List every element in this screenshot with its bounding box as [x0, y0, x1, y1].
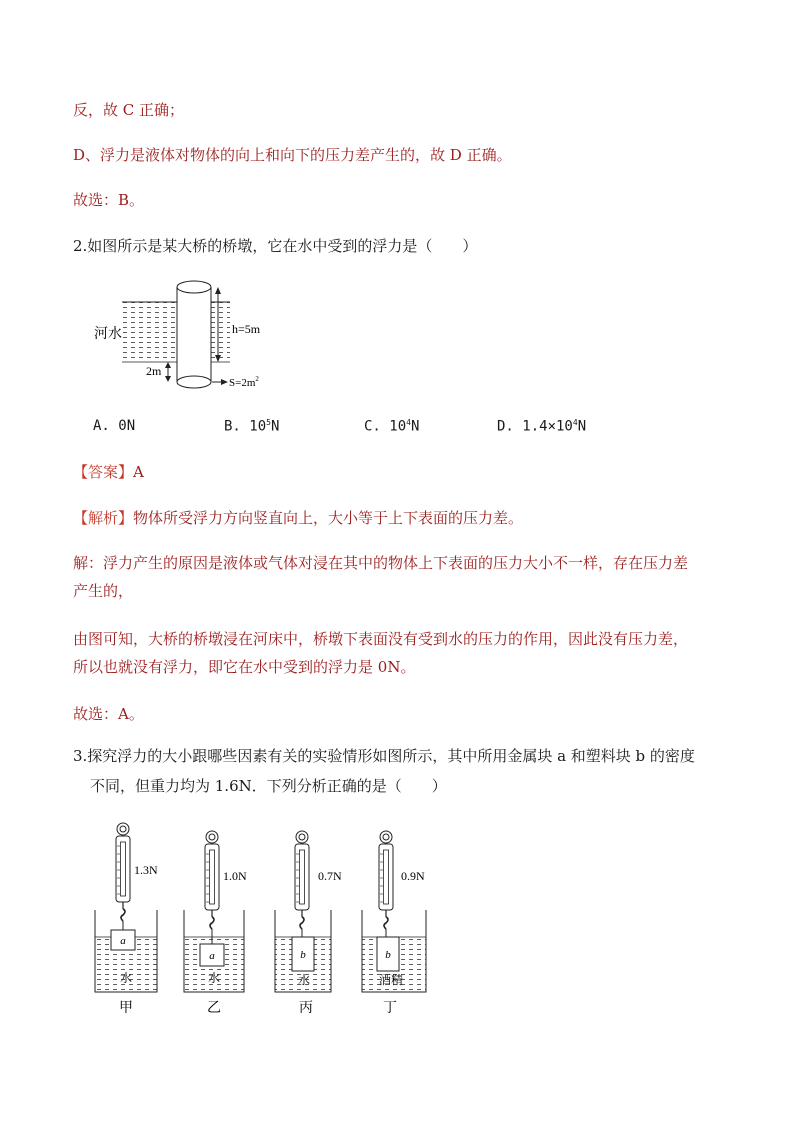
question-3-stem-line2: 不同，但重力均为 1.6N．下列分析正确的是（ ）: [90, 777, 447, 795]
prev-solution-choice: 故选：B。: [73, 191, 145, 209]
solution-choice: 故选：A。: [73, 705, 144, 723]
reading-ding: 0.9N: [401, 869, 425, 883]
analysis-text: 物体所受浮力方向竖直向上，大小等于上下表面的压力差。: [133, 509, 524, 527]
caption-bing: 丙: [299, 1001, 313, 1016]
buoyancy-experiment-figure: [80, 822, 450, 1022]
option-b: B. $10^5N$: [224, 418, 280, 435]
reading-bing: 0.7N: [318, 869, 342, 883]
solution-line-2a: 由图可知，大桥的桥墩浸在河床中，桥墩下表面没有受到水的压力的作用，因此没有压力差，: [73, 630, 689, 648]
setup-yi: [184, 831, 247, 1016]
setup-bing: [275, 831, 342, 1016]
river-water: [122, 302, 230, 362]
answer-tag: 【答案】: [73, 463, 134, 481]
answer-line: [73, 462, 144, 482]
svg-text:b: b: [300, 949, 306, 961]
solution-line-1b: 产生的，: [73, 582, 134, 600]
liquid-ding: 酒精: [378, 973, 404, 987]
svg-text:a: a: [209, 950, 215, 962]
pier-bottom: [177, 376, 211, 388]
question-3-stem-line1: 3.探究浮力的大小跟哪些因素有关的实验情形如图所示，其中所用金属块 a 和塑料块 b 的密度: [73, 747, 695, 765]
solution-line-1a: 解：浮力产生的原因是液体或气体对浸在其中的物体上下表面的压力大小不一样，存在压力差: [73, 554, 689, 572]
depth-label: 2m: [146, 364, 162, 378]
prev-solution-line: 反，故 C 正确；: [73, 101, 185, 119]
river-label: 河水: [94, 327, 122, 342]
analysis-tag: 【解析】: [73, 509, 134, 527]
reading-jia: 1.3N: [134, 863, 158, 877]
setup-jia: [95, 823, 158, 1016]
answer-value: A: [133, 463, 144, 481]
bridge-pier-figure: [90, 275, 290, 400]
caption-jia: 甲: [119, 1001, 133, 1016]
svg-text:b: b: [385, 949, 391, 961]
liquid-jia: 水: [119, 971, 133, 985]
svg-text:a: a: [120, 935, 126, 947]
h-label: h=5m: [232, 322, 261, 336]
setup-ding: [362, 831, 426, 1016]
reading-yi: 1.0N: [223, 869, 247, 883]
option-d: D. $1.4\times 10^4N$: [497, 418, 587, 435]
solution-line-2b: 所以也就没有浮力，即它在水中受到的浮力是 0N。: [73, 658, 416, 676]
question-2-stem: 2.如图所示是某大桥的桥墩，它在水中受到的浮力是（ ）: [73, 237, 478, 255]
pier-top: [177, 281, 211, 293]
option-a: A. 0N: [93, 418, 136, 434]
analysis-line: [73, 508, 523, 528]
option-c: C. $10^4N$: [364, 418, 420, 435]
prev-solution-option-d: D、浮力是液体对物体的向上和向下的压力差产生的，故 D 正确。: [73, 146, 512, 164]
caption-ding: 丁: [383, 1001, 397, 1016]
liquid-yi: 水: [207, 971, 221, 985]
area-label: $S=2m^2$: [229, 375, 259, 389]
caption-yi: 乙: [207, 1001, 221, 1016]
liquid-bing: 水: [297, 973, 311, 987]
